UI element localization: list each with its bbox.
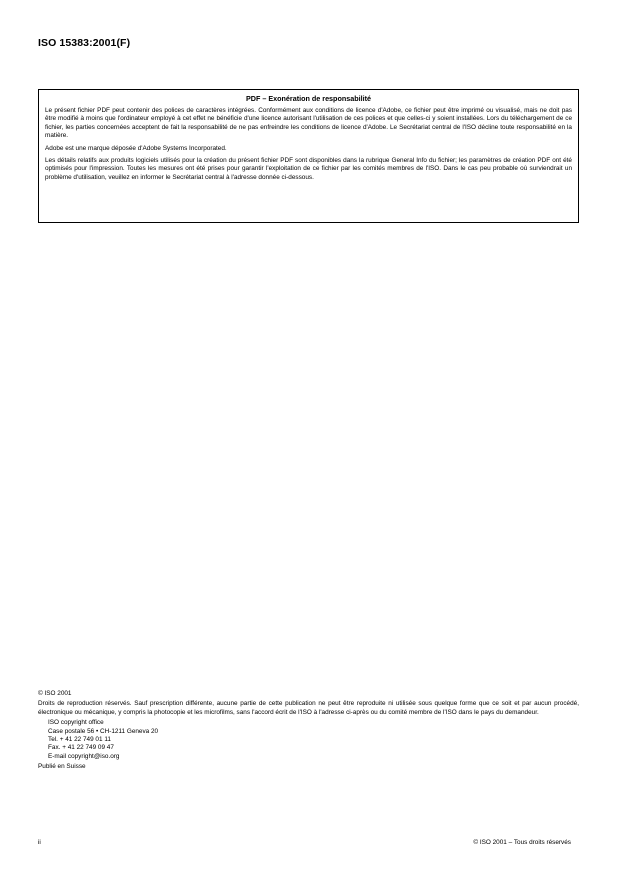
address-office-name: ISO copyright office xyxy=(48,719,104,727)
address-postal: Case postale 56 • CH-1211 Geneva 20 xyxy=(48,727,159,735)
disclaimer-paragraph-trademark: Adobe est une marque déposée d'Adobe Systems Incorporated. xyxy=(45,144,227,152)
document-id-header: ISO 15383:2001(F) xyxy=(38,37,131,49)
page-number: ii xyxy=(38,839,41,846)
copyright-block xyxy=(38,690,579,772)
reproduction-rights-text: Droits de reproduction réservés. Sauf prescription différente, aucune partie de cette publication ne peut être reproduite ni utilisée sous quelque forme que ce soit et par aucun procédé, électronique ou mécanique, y compris la photocopie et les microfilms, sans l'accord écrit de l'ISO à l'adresse ci-après ou du comité membre de l'ISO dans le pays du demandeur. xyxy=(38,700,579,716)
address-fax: Fax. + 41 22 749 09 47 xyxy=(48,744,114,752)
disclaimer-title: PDF – Exonération de responsabilité xyxy=(245,94,371,103)
address-email: E-mail copyright@iso.org xyxy=(48,752,120,760)
pdf-disclaimer-box xyxy=(38,89,579,223)
disclaimer-paragraph-software: Les détails relatifs aux produits logiciels utilisés pour la création du présent fichier PDF sont disponibles dans la rubrique General Info du fichier; les paramètres de création PDF ont été optimisés pour l'impression. Toutes les mesures ont été prises pour garantir l'exploitation de ce fichier par les comités membres de l'ISO. Dans le cas peu probable où surviendrait un problème d'utilisation, veuillez en informer le Secrétariat central à l'adresse donnée ci-dessous. xyxy=(45,157,572,181)
copyright-notice: © ISO 2001 xyxy=(38,690,72,697)
disclaimer-paragraph-fonts: Le présent fichier PDF peut contenir des polices de caractères intégrées. Conformément aux conditions de licence d'Adobe, ce fichier peut être imprimé ou visualisé, mais ne doit pas être modifié à moins que l'ordinateur employé à cet effet ne bénéficie d'une licence autorisant l'utilisation de ces polices et que celles-ci y soient installées. Lors du téléchargement de ce fichier, les parties concernées acceptent de fait la responsabilité de ne pas enfreindre les conditions de licence d'Adobe. Le Secrétariat central de l'ISO décline toute responsabilité en la matière. xyxy=(45,107,572,140)
footer-rights-notice: © ISO 2001 – Tous droits réservés xyxy=(473,839,571,846)
copyright-office-address xyxy=(48,719,579,761)
address-telephone: Tel. + 41 22 749 01 11 xyxy=(48,736,111,744)
published-in-text: Publié en Suisse xyxy=(38,763,86,771)
